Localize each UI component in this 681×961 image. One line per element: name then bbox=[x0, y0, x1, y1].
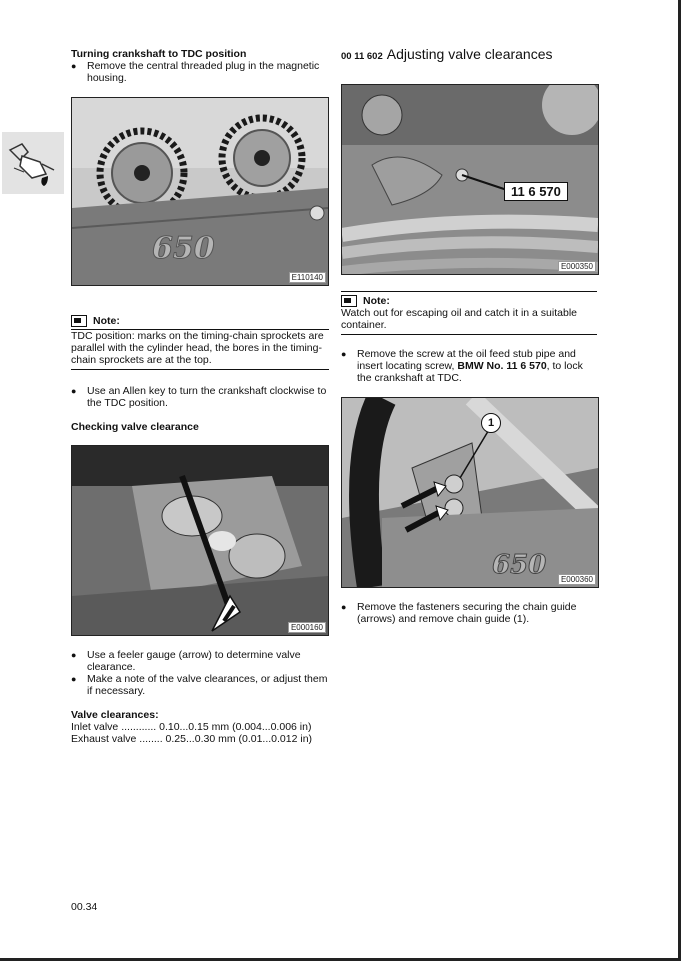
gauge-bullet-text: Use a feeler gauge (arrow) to determine valve clearance. bbox=[87, 649, 301, 673]
note-heading bbox=[341, 295, 597, 307]
page-number: 00.34 bbox=[71, 901, 98, 913]
bullet-dot: ● bbox=[71, 674, 77, 684]
callout-1: 1 bbox=[481, 413, 501, 433]
note-rule-bottom bbox=[341, 334, 597, 335]
photo-chain-guide bbox=[341, 397, 599, 588]
photo-code: E000350 bbox=[558, 261, 596, 272]
note-heading bbox=[71, 315, 329, 327]
clearances-heading: Valve clearances: bbox=[71, 709, 159, 721]
photo-code: E000160 bbox=[288, 622, 326, 633]
tdc-section bbox=[71, 48, 329, 84]
photo-oil-feed-stub bbox=[341, 84, 599, 275]
note-icon bbox=[71, 315, 87, 327]
screw-step bbox=[341, 348, 597, 384]
section-title bbox=[341, 46, 553, 62]
note-label: Note: bbox=[363, 295, 390, 307]
photo-code: E000360 bbox=[558, 574, 596, 585]
allen-bullet bbox=[71, 385, 329, 409]
engraving-650: 650 bbox=[492, 550, 547, 580]
photo-timing-sprockets bbox=[71, 97, 329, 286]
check-valve-heading: Checking valve clearance bbox=[71, 421, 199, 433]
tdc-bullet-text: Remove the central threaded plug in the magnetic housing. bbox=[87, 60, 320, 84]
screw-bullet bbox=[341, 348, 597, 384]
allen-bullet-text: Use an Allen key to turn the crankshaft clockwise to the TDC position. bbox=[87, 385, 327, 409]
screw-text-post: , to lock the crankshaft at TDC. bbox=[357, 360, 583, 384]
note-rule-top bbox=[341, 291, 597, 292]
note-label: Note: bbox=[93, 315, 120, 327]
bullet-dot: ● bbox=[71, 61, 77, 71]
gauge-steps bbox=[71, 649, 329, 697]
note-text: TDC position: marks on the timing-chain sprockets are parallel with the cylinder head, the bores in the timing-chain sprockets are at the top. bbox=[71, 330, 324, 366]
section-title-text: Adjusting valve clearances bbox=[386, 46, 553, 62]
note-bullet-text: Make a note of the valve clearances, or adjust them if necessary. bbox=[87, 673, 328, 697]
bullet-dot: ● bbox=[71, 650, 77, 660]
chain-guide-step bbox=[341, 601, 597, 625]
section-tab-oil-icon bbox=[2, 132, 64, 194]
note-icon bbox=[341, 295, 357, 307]
inlet-valve-line: Inlet valve ............ 0.10...0.15 mm (0.004...0.006 in) bbox=[71, 721, 312, 733]
photo-code: E110140 bbox=[289, 272, 326, 283]
note-tdc bbox=[71, 315, 329, 370]
valve-clearance-table bbox=[71, 709, 329, 745]
bullet-dot: ● bbox=[341, 602, 347, 612]
bullet-dot: ● bbox=[341, 349, 347, 359]
tdc-heading: Turning crankshaft to TDC position bbox=[71, 48, 247, 60]
note-oil bbox=[341, 291, 597, 335]
note-rule-bottom bbox=[71, 369, 329, 370]
allen-key-step bbox=[71, 385, 329, 409]
gauge-bullet bbox=[71, 649, 329, 673]
tool-number-bold: BMW No. 11 6 570 bbox=[457, 360, 547, 372]
tool-number-label: 11 6 570 bbox=[504, 182, 568, 201]
tdc-bullet bbox=[71, 60, 329, 84]
guide-bullet-text: Remove the fasteners securing the chain guide (arrows) and remove chain guide (1). bbox=[357, 601, 577, 625]
check-heading-wrap bbox=[71, 421, 329, 433]
engraving-650: 650 bbox=[152, 231, 215, 266]
bullet-dot: ● bbox=[71, 386, 77, 396]
exhaust-valve-line: Exhaust valve ........ 0.25...0.30 mm (0.01...0.012 in) bbox=[71, 733, 313, 745]
note-text: Watch out for escaping oil and catch it in a suitable container. bbox=[341, 307, 577, 331]
screw-bullet-text bbox=[357, 348, 597, 384]
oil-can-icon bbox=[2, 132, 64, 194]
screw-text-pre: Remove the screw at the oil feed stub pipe and insert locating screw, bbox=[357, 348, 576, 372]
photo-feeler-gauge bbox=[71, 445, 329, 636]
guide-bullet bbox=[341, 601, 597, 625]
note-bullet bbox=[71, 673, 329, 697]
section-code: 00 11 602 bbox=[341, 51, 383, 62]
